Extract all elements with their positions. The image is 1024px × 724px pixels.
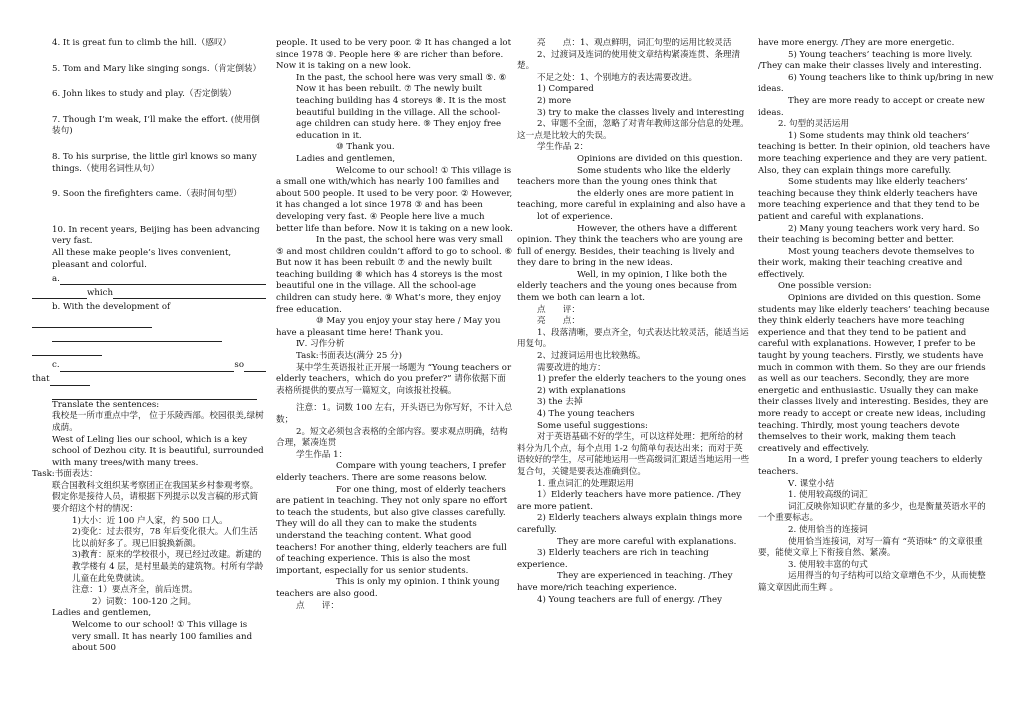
answer-blank[interactable] — [32, 287, 87, 299]
weakness-item-1: 1) Compared — [537, 84, 594, 95]
student-work-2-line-1: Opinions are divided on this question. — [577, 153, 743, 164]
speech-revised-paragraph-2: In the past, the school here was very small ⑤ and most children couldn’t afford to go to school. ⑥ But now it has been rebuilt ⑦ and the newly built teaching building ⑧ which has 4 storeys is the most beautiful one in the village. All the school-age children can study here. ⑨ What’s more, they enjoy free education. — [276, 235, 513, 315]
translate-source: 我校是一所市重点中学， 位于乐陵西部。校园很美,绿树成荫。 — [52, 411, 264, 433]
summary-3-heading: 3. 使用较丰富的句式 — [788, 559, 868, 570]
student-work-2-line-3: the elderly ones are more patient in teaching, more careful in explaining and also have a — [517, 188, 746, 211]
exercise-item-10: 10. In recent years, Beijing has been advancing very fast. — [52, 224, 260, 247]
answer-blank[interactable] — [32, 344, 102, 356]
speech-revised-greeting: Ladies and gentlemen, — [296, 153, 396, 164]
blank-line-c — [32, 358, 266, 372]
highlights-2-item-1: 1、段落清晰，要点齐全，句式表达比较灵活，能适当运用复句。 — [517, 327, 749, 350]
improvement-4: 4) The young teachers — [537, 409, 635, 419]
highlights-2-heading: 亮 点： — [537, 316, 580, 327]
summary-2-body: 使用恰当连接词，对写一篇有 “英语味” 的文章很重要，能使文章上下衔接自然、紧凑。 — [758, 536, 983, 559]
sentence-item-1-alt: Some students may like elderly teachers’ teaching because they think elderly teachers have more teaching experience and that they tend to be patient and careful with explanations. — [758, 177, 980, 222]
speech-revised-closing: ⑩ May you enjoy your stay here / May you have a pleasant time here! Thank you. — [276, 316, 501, 338]
task-prompt: 联合国教科文组织某考察团正在我国某乡村参观考察。假定你是接待人员，请根据下列提示以发言稿的形式简要介绍这个村的情况： — [52, 480, 259, 515]
column-3 — [517, 38, 751, 722]
task-2-heading: Task:书面表达(满分 25 分) — [296, 351, 402, 362]
possible-version-conclusion: In a word, I prefer young teachers to elderly teachers. — [758, 455, 983, 477]
task-2-note-1: 注意：1。词数 100 左右，开头语已为你写好，不计入总数； — [276, 403, 513, 425]
student-work-2-paragraph-3: Well, in my opinion, I like both the elderly teachers and the young ones because from them we both can learn a lot. — [517, 269, 738, 304]
vocab-heading: 1. 重点词汇的处理跟运用 — [537, 478, 634, 489]
sentence-heading: 2. 句型的灵活运用 — [778, 119, 850, 130]
exercise-item-6: 6. John likes to study and play.（否定倒装） — [52, 89, 237, 100]
blank-line-that — [32, 372, 266, 386]
blank-line-which — [32, 285, 266, 299]
vocab-item-2: 2) Elderly teachers always explain things more carefully. — [517, 513, 743, 535]
possible-version-body: Opinions are divided on this question. Some students may like elderly teachers’ teaching because they think elderly teachers have more teaching experience and that they tend to be patient and careful with explanations. However, I prefer to be taught by young teachers. Firstly, we students have much in common with them. So they are our friends as well as our teachers. Secondly, they are more energetic and enthusiastic. Usually they can make their classes lively and interesting. Besides, they are more ready to accept or create new ideas, including teaching. Thirdly, most young teachers devote themselves to their work, making them teach creatively and effectively. — [758, 293, 990, 454]
answer-blank[interactable] — [60, 360, 235, 372]
section-iv-heading: Ⅳ. 习作分析 — [296, 339, 345, 350]
student-work-2-heading: 学生作品 2： — [537, 142, 589, 153]
comment-2-heading: 点 评： — [537, 304, 580, 315]
vocab-item-4: 4) Young teachers are full of energy. /They — [537, 594, 722, 605]
column-1 — [32, 38, 266, 722]
blank-label-c: c. — [52, 360, 60, 371]
answer-blank[interactable] — [32, 316, 152, 328]
vocab-item-6: 6) Young teachers like to think up/bring in new ideas. — [758, 72, 994, 95]
weakness-2: 2、审题不全面，忽略了对青年教师这部分信息的处理。这一点是比较大的失误。 — [517, 119, 749, 141]
summary-3-body: 运用得当的句子结构可以给文章增色不少，从而使整篇文章因此而生辉 。 — [758, 571, 986, 593]
improvement-3: 3) the 去掉 — [537, 397, 583, 408]
column-4 — [758, 38, 994, 722]
blank-label-b: b. With the development of — [52, 302, 171, 313]
speech-draft-1-closing: ⑩ Thank you. — [336, 142, 395, 153]
speech-revised-paragraph-1: Welcome to our school! ① This village is a small one with/which has nearly 100 families and about 500 people. It used to be very poor. ② However, it has changed a lot since 1978 ③ and has been developing very fast. ④ People here live a much better life than before. Now it is taking on a new look. — [276, 165, 513, 234]
sentence-item-2: 2) Many young teachers work very hard. So their teaching is becoming better and better. — [758, 223, 980, 246]
improvements-heading: 需要改进的地方： — [537, 362, 606, 373]
exercise-item-4: 4. It is great fun to climb the hill.（感叹） — [52, 38, 232, 48]
translate-answer: West of Leling lies our school, which is a key school of Dezhou city. It is beautiful, surrounded with many trees/with many trees. — [52, 434, 264, 468]
task-note-1: 注意：1）要点齐全，前后连贯。 — [72, 585, 198, 596]
column-2 — [276, 38, 513, 722]
weakness-item-3: 3) try to make the classes lively and interesting — [537, 107, 745, 118]
blank-label-so: so — [234, 360, 244, 371]
student-work-2-line-4: lot of experience. — [537, 211, 613, 222]
translate-heading: Translate the sentences: — [52, 399, 160, 410]
student-work-1-paragraph-1: Compare with young teachers, I prefer elderly teachers. There are some reasons below. — [276, 461, 506, 483]
task-2-note-2: 2。短文必须包含表格的全部内容。要求观点明确，结构合理，紧凑连贯 — [276, 426, 508, 449]
sentence-item-2-alt: Most young teachers devote themselves to their work, making their teaching creative and effectively. — [758, 246, 975, 280]
highlights-2-item-2: 2、过渡词运用也比较熟练。 — [537, 351, 646, 362]
summary-1-body: 词汇反映你知识贮存量的多少，也是衡量英语水平的一个重要标志。 — [758, 501, 986, 524]
speech-draft-1-paragraph-2: In the past, the school here was very small ⑤. ⑥ Now it has been rebuilt. ⑦ The newly built teaching building has 4 storeys ⑧. It is the most beautiful building in the village. All the school-age children can study here. ⑨ They enjoy free education in it. — [296, 72, 507, 141]
improvement-1: 1) prefer the elderly teachers to the young ones — [537, 374, 747, 385]
answer-blank[interactable] — [244, 360, 266, 372]
task-point-3: 3)教育：原来的学校很小，现已经过改建。新建的教学楼有 4 层，是村里最美的建筑物。村所有学龄儿童在此免费就读。 — [72, 550, 264, 584]
highlights-2: 2、过渡词及连词的使用使文章结构紧凑连贯、条理清楚。 — [517, 49, 741, 72]
blank-label-which: which — [87, 287, 113, 298]
weakness-item-2: 2) more — [537, 95, 572, 106]
exercise-item-8: 8. To his surprise, the little girl knows so many things.（使用名词性从句） — [52, 151, 257, 174]
blank-line-a — [32, 271, 266, 285]
vocab-item-3-alt: They are experienced in teaching. /They have more/rich teaching experience. — [517, 571, 733, 593]
exercise-item-5: 5. Tom and Mary like singing songs.（肯定倒装） — [52, 63, 262, 74]
vocab-item-2-alt: They are more careful with explanations. — [557, 536, 737, 547]
exercise-item-7: 7. Though I’m weak, I’ll make the effort. (使用倒装句) — [52, 114, 260, 137]
blank-label-that: that — [32, 374, 50, 385]
summary-2-heading: 2. 使用恰当的连接词 — [788, 524, 868, 535]
improvement-2: 2) with explanations — [537, 385, 626, 396]
answer-blank[interactable] — [60, 273, 266, 285]
student-work-2-line-2: Some students who like the elderly teachers more than the young ones think that — [517, 165, 731, 188]
student-work-1-paragraph-3: This is only my opinion. I think young teachers are also good. — [276, 577, 500, 599]
highlights-1: 亮 点：1、观点鲜明，词汇句型的运用比较灵活 — [537, 38, 732, 48]
task-point-2: 2)变化：过去很穷，78 年后变化很大。人们生活比以前好多了。现已旧貌换新颜。 — [72, 527, 258, 549]
vocab-item-5: 5) Young teachers’ teaching is more lively. /They can make their classes lively and interesting. — [758, 49, 982, 72]
vocab-item-4-continued: have more energy. /They are more energetic. — [758, 38, 955, 48]
task-point-1: 1)大小：近 100 户人家，约 500 口人。 — [72, 515, 228, 526]
weakness-heading: 不足之处：1、个别地方的表达需要改进。 — [537, 72, 698, 83]
answer-blank[interactable] — [50, 374, 90, 386]
comment-heading: 点 评： — [296, 600, 339, 611]
vocab-item-3: 3) Elderly teachers are rich in teaching experience. — [517, 548, 709, 570]
answer-blank[interactable] — [52, 388, 257, 400]
task-note-2: 2）词数：100-120 之间。 — [92, 596, 197, 607]
exercise-item-9: 9. Soon the firefighters came.（表时间句型） — [52, 189, 242, 200]
student-work-1-paragraph-2: For one thing, most of elderly teachers are patient in teaching. They not only spare no effort to teach the students, but also give classes carefully. They will do all they can to make the students understand the teaching content. What good teachers! For another thing, elderly teachers are full of teaching experience. This is also the most important, especially for us senior students. — [276, 484, 508, 576]
summary-1-heading: 1. 使用较高级的词汇 — [788, 490, 868, 501]
section-v-heading: Ⅴ. 课堂小结 — [788, 478, 835, 489]
task-2-prompt: 某中学生英语报社正开展一场题为 “Young teachers or elderly teachers，which do you prefer?” 请你依据下面表格所提供的要点写一篇短文，向该报社投稿。 — [276, 362, 512, 396]
exercise-item-10-continued: All these make people’s lives convenient, pleasant and colorful. — [52, 247, 232, 270]
vocab-item-1: 1）Elderly teachers have more patience. /They are more patient. — [517, 490, 741, 512]
blank-label-a: a. — [52, 273, 60, 284]
student-work-1-heading: 学生作品 1： — [296, 449, 348, 460]
answer-blank[interactable] — [113, 287, 266, 299]
possible-version-heading: One possible version: — [778, 281, 872, 292]
speech-draft-1-continued: people. It used to be very poor. ② It has changed a lot since 1978 ③. People here ④ are richer than before. Now it is taking on a new look. — [276, 38, 512, 72]
suggestions-heading: Some useful suggestions: — [537, 420, 648, 431]
answer-blank[interactable] — [52, 330, 222, 342]
student-work-2-paragraph-2: However, the others have a different opinion. They think the teachers who are young are full of energy. Besides, their teaching is lively and they dare to bring in the new ideas. — [517, 223, 743, 269]
speech-draft-1: Welcome to our school! ① This village is very small. It has nearly 100 families and about 500 — [72, 620, 253, 654]
task-heading: Task:书面表达： — [32, 469, 98, 480]
sentence-item-1: 1) Some students may think old teachers’ teaching is better. In their opinion, old teachers have more teaching experience and they are very patient. Also, they can explain things more carefully. — [758, 130, 990, 176]
vocab-item-6-alt: They are more ready to accept or create new ideas. — [758, 95, 985, 118]
speech-greeting: Ladies and gentlemen, — [52, 608, 152, 619]
suggestions-body: 对于英语基础不好的学生，可以这样处理：把所给的材料分为几个点，每个点用 1-2 句简单句表达出来；而对于英语较好的学生，尽可能地运用一些高级词汇跟适当地运用一些复合句，关键是要表达准确到位。 — [517, 432, 750, 477]
